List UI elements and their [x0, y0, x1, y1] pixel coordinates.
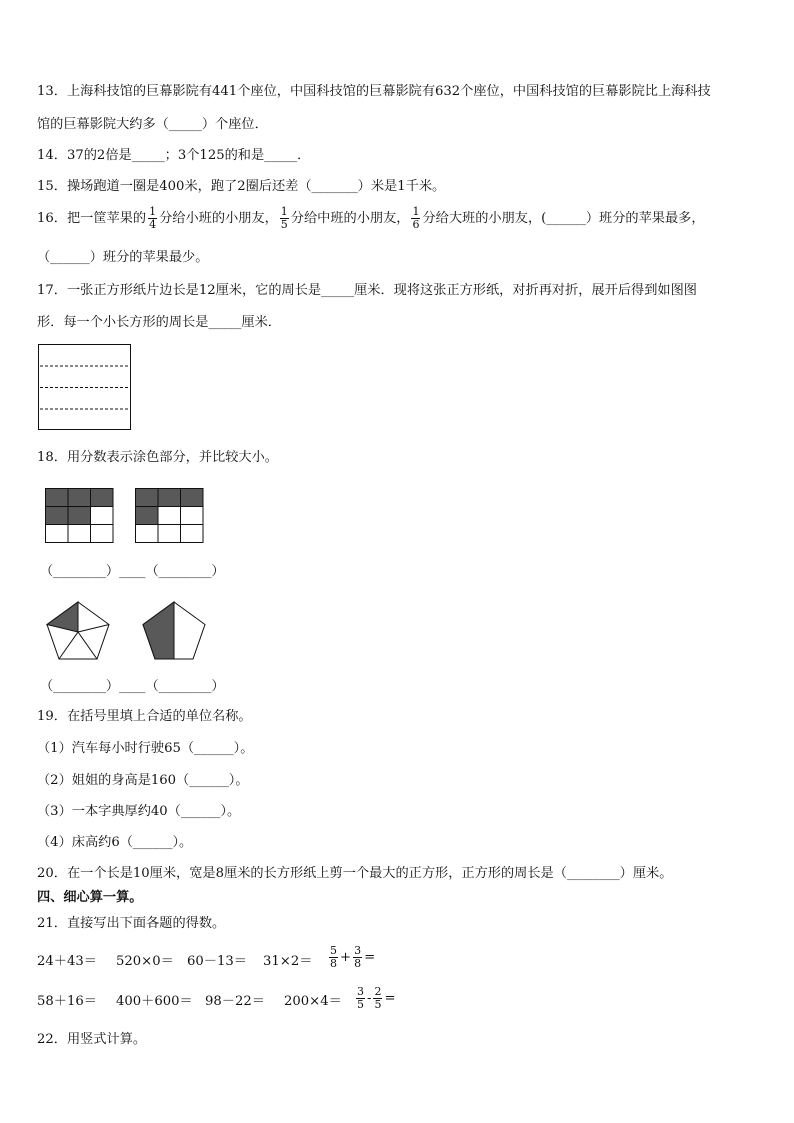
grid-left-cell	[91, 489, 114, 507]
q19-item-2: （2）姐姐的身高是160（______）。	[37, 773, 249, 788]
q21-title: 21．直接写出下面各题的得数。	[37, 916, 226, 931]
grid-right-cell	[158, 489, 181, 507]
section-4-heading: 四、细心算一算。	[37, 890, 143, 905]
q16-text-1: 16．把一筐苹果的	[37, 211, 147, 226]
q16-fraction-3: $\frac{1}{6}$	[412, 205, 420, 231]
q18-answer-row2: （________）____（________）	[40, 679, 225, 694]
q21-row1-item-2: 520×0＝	[116, 954, 174, 969]
grid-right-cell	[136, 489, 159, 507]
q21-row1-item-1: 24＋43＝	[37, 954, 97, 969]
q16-fraction-1: $\frac{1}{4}$	[149, 205, 157, 231]
grid-right-cell	[181, 525, 204, 543]
q21-row2-item-1: 58＋16＝	[37, 994, 97, 1009]
grid-left-cell	[91, 525, 114, 543]
q18-pentagon-right	[141, 600, 207, 660]
grid-right-cell	[136, 507, 159, 525]
grid-right-cell	[158, 525, 181, 543]
grid-right-cell	[181, 489, 204, 507]
q16-text-2: 分给小班的小朋友，	[159, 211, 278, 226]
q21-row2-fraction-expression: $\frac{3}{5}$ - $\frac{2}{5}$ =	[357, 985, 396, 1011]
q18-grid-left	[45, 488, 115, 544]
q21-row1-fraction-expression: $\frac{5}{8}$ + $\frac{3}{8}$ =	[330, 944, 376, 970]
grid-left-cell	[68, 525, 91, 543]
q16-line2: （______）班分的苹果最少。	[37, 250, 209, 265]
q21-row1-item-4: 31×2＝	[263, 954, 313, 969]
q16-text-4: 分给大班的小朋友，(______）班分的苹果最多，	[422, 211, 705, 226]
q16-text-3: 分给中班的小朋友，	[290, 211, 410, 226]
grid-left-cell	[46, 489, 69, 507]
q18-answer-row1: （________）____（________）	[40, 564, 225, 579]
grid-right-cell	[181, 507, 204, 525]
q19-item-1: （1）汽车每小时行驶65（______）。	[37, 741, 254, 756]
grid-left-cell	[68, 489, 91, 507]
q14: 14．37的2倍是_____；3个125的和是_____．	[37, 148, 311, 163]
q19-title: 19．在括号里填上合适的单位名称。	[37, 709, 252, 724]
q17-folded-square-figure	[38, 344, 132, 430]
q20: 20．在一个长是10厘米，宽是8厘米的长方形纸上剪一个最大的正方形，正方形的周长是（________）厘米。	[37, 866, 673, 881]
q18-title: 18．用分数表示涂色部分，并比较大小。	[37, 450, 278, 465]
grid-left-cell	[91, 507, 114, 525]
q22: 22．用竖式计算。	[37, 1032, 147, 1047]
grid-left-cell	[46, 507, 69, 525]
q21-row1-item-3: 60－13＝	[187, 954, 247, 969]
q19-item-3: （3）一本字典厚约40（______）。	[37, 804, 241, 819]
q13-line1: 13．上海科技馆的巨幕影院有441个座位，中国科技馆的巨幕影院有632个座位，中国科技馆的巨幕影院比上海科技	[37, 84, 711, 99]
q13-line2: 馆的巨幕影院大约多（_____）个座位．	[37, 117, 268, 132]
q21-row2-item-3: 98－22＝	[205, 994, 265, 1009]
q15: 15．操场跑道一圈是400米，跑了2圈后还差（_______）米是1千米。	[37, 179, 446, 194]
q17-line2: 形．每一个小长方形的周长是_____厘米．	[37, 315, 281, 330]
q18-grid-right	[135, 488, 205, 544]
q16-fraction-2: $\frac{1}{5}$	[280, 205, 288, 231]
q18-pentagon-left	[45, 600, 111, 660]
grid-right-cell	[158, 507, 181, 525]
grid-right-cell	[136, 525, 159, 543]
q16-line1	[37, 206, 705, 231]
q21-row2-item-2: 400＋600＝	[116, 994, 193, 1009]
q17-line1: 17．一张正方形纸片边长是12厘米，它的周长是_____厘米．现将这张正方形纸，对折再对折，展开后得到如图图	[37, 283, 697, 298]
q19-item-4: （4）床高约6（______）。	[37, 835, 193, 850]
grid-left-cell	[68, 507, 91, 525]
q21-row2-item-4: 200×4＝	[284, 994, 342, 1009]
grid-left-cell	[46, 525, 69, 543]
